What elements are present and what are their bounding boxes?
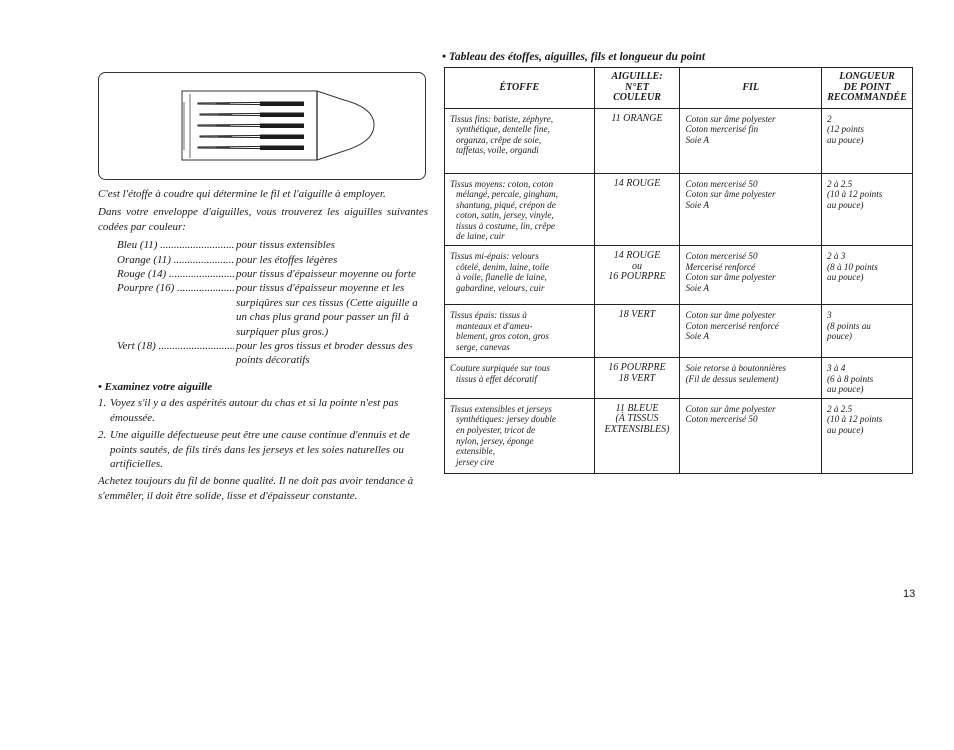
table-row	[445, 358, 913, 399]
needle-cell	[594, 398, 680, 473]
needle-cell	[594, 108, 680, 173]
stitch-length-cell-line: pouce)	[827, 331, 852, 342]
needle-color-desc: pour tissus extensibles	[236, 239, 335, 252]
fabric-cell-line: serge, canevas	[456, 341, 510, 352]
needle-color-name: Pourpre (16) .....	[117, 281, 234, 295]
list-text: Voyez s'il y a des aspérités autour du chas et si la pointe n'est pas émoussée.	[110, 397, 399, 424]
table-row	[445, 108, 913, 173]
stitch-length-cell-line: 2 à 3	[827, 251, 846, 262]
fabric-cell-line: organza, crêpe de soie,	[456, 134, 542, 145]
fabric-cell-line: Tissus moyens: coton, coton	[450, 178, 554, 189]
intro-needles-text: Dans votre enveloppe d'aiguilles, vous trouverez les aiguilles suivantes codées par couleur:	[98, 206, 428, 233]
needle-cell-line: (À TISSUS	[615, 413, 659, 425]
list-number: 2.	[98, 429, 107, 442]
fabric-cell-line: nylon, jersey, éponge	[456, 435, 534, 446]
needle-color-item	[117, 339, 428, 368]
stitch-length-cell-line: (10 à 12 points	[827, 189, 883, 200]
stitch-length-cell-line: (10 à 12 points	[827, 414, 883, 425]
header-etoffe: ÉTOFFE	[445, 68, 595, 109]
stitch-length-cell-line: (8 à 10 points	[827, 261, 878, 272]
needle-cell-line: 16 POURPRE	[608, 271, 666, 283]
thread-cell-line: (Fil de dessus seulement)	[685, 373, 779, 384]
fabric-cell-line: Tissus mi-épais: velours	[450, 251, 539, 262]
fabric-cell	[445, 173, 595, 246]
fabric-cell-line: coton, satin, jersey, vinyle,	[456, 210, 554, 221]
fabric-cell	[445, 305, 595, 358]
thread-cell-line: Coton mercerisé 50	[685, 251, 758, 262]
thread-cell-line: Coton mercerisé 50	[685, 414, 758, 425]
fabric-needle-table	[444, 67, 913, 474]
thread-cell-line: Coton sur âme polyester	[685, 113, 776, 124]
thread-cell-line: Soie retorse à boutonnières	[685, 363, 787, 374]
needle-cell-line: EXTENSIBLES)	[604, 424, 670, 436]
needle-color-item	[117, 238, 428, 252]
stitch-length-cell-line: 2	[827, 113, 832, 124]
thread-cell-line: Soie A	[685, 199, 710, 210]
needle-color-item	[117, 281, 428, 339]
needle-color-desc: pour tissus d'épaisseur moyenne et les surpiqûres sur ces tissus (Cette aiguille a un chas plus grand pour passer un fil à surpiquer plus gros.)	[236, 282, 418, 338]
fabric-cell-line: blement, gros coton, gros	[456, 331, 549, 342]
fabric-cell-line: en polyester, tricot de	[456, 425, 536, 436]
needle-cell-line: 11 BLEUE	[615, 402, 659, 414]
needle-cell	[594, 246, 680, 305]
thread-cell-line: Coton mercerisé renforcé	[685, 320, 779, 331]
stitch-length-cell-line: 3	[827, 310, 832, 321]
thread-cell	[680, 358, 822, 399]
header-fil: FIL	[680, 68, 822, 109]
fabric-cell-line: gabardine, velours, cuir	[456, 282, 545, 293]
fabric-cell-line: extensible,	[456, 446, 496, 457]
stitch-length-cell-line: (6 à 8 points	[827, 373, 874, 384]
thread-cell-line: Coton sur âme polyester	[685, 310, 776, 321]
needle-cell-line: 16 POURPRE	[608, 362, 666, 374]
thread-cell-line: Coton sur âme polyester	[685, 403, 776, 414]
fabric-cell-line: shantung, piqué, crépon de	[456, 199, 556, 210]
table-body	[445, 108, 913, 473]
needle-cell-line: 18 VERT	[618, 372, 656, 384]
stitch-length-cell-line: au pouce)	[827, 272, 864, 283]
thread-cell-line: Coton sur âme polyester	[685, 189, 776, 200]
fabric-cell	[445, 246, 595, 305]
thread-cell	[680, 246, 822, 305]
thread-cell-line: Coton mercerisé fin	[685, 124, 759, 135]
needle-envelope-illustration	[98, 72, 426, 180]
thread-cell-line: Mercerisé renforcé	[685, 261, 756, 272]
fabric-cell-line: taffetas, voile, organdi	[456, 145, 539, 156]
fabric-cell-line: synthétique, dentelle fine,	[456, 124, 550, 135]
thread-cell-line: Soie A	[685, 134, 710, 145]
list-item	[98, 396, 428, 425]
fabric-cell-line: Couture surpiquée sur tous	[450, 363, 550, 374]
thread-cell	[680, 173, 822, 246]
needle-cell-line: 14 ROUGE	[613, 177, 661, 189]
needle-cell	[594, 358, 680, 399]
fabric-cell-line: jersey cire	[456, 456, 495, 467]
table-header-row	[445, 68, 913, 109]
intro-text: C'est l'étoffe à coudre qui détermine le fil et l'aiguille à employer.	[98, 188, 386, 200]
stitch-length-cell-line: au pouce)	[827, 384, 864, 395]
fabric-cell-line: tissus à costume, lin, crêpe	[456, 220, 556, 231]
thread-cell-line: Coton mercerisé 50	[685, 178, 758, 189]
needle-color-name: Rouge (14) .....	[117, 267, 234, 281]
stitch-length-cell-line: au pouce)	[827, 199, 864, 210]
needle-color-name: Vert (18) .....	[117, 339, 234, 353]
needle-color-name: Orange (11) .....	[117, 253, 234, 267]
fabric-cell-line: Tissus fins: batiste, zéphyre,	[450, 113, 554, 124]
stitch-length-cell-line: 2 à 2.5	[827, 178, 853, 189]
fabric-cell-line: mélangé, percale, gingham,	[456, 189, 558, 200]
needle-color-item	[117, 253, 428, 267]
stitch-length-cell	[822, 305, 913, 358]
stitch-length-cell-line: 3 à 4	[827, 363, 846, 374]
fabric-cell-line: côtelé, denim, laine, toile	[456, 261, 549, 272]
needle-check-list	[98, 396, 428, 471]
needle-color-desc: pour les gros tissus et broder dessus des points décoratifs	[236, 340, 413, 367]
thread-cell	[680, 305, 822, 358]
stitch-length-cell-line: au pouce)	[827, 425, 864, 436]
needle-envelope-icon	[98, 72, 426, 180]
list-text: Une aiguille défectueuse peut être une cause continue d'ennuis et de points sautés, de fils tirés dans les jerseys et les soies naturelles ou artificielles.	[110, 429, 411, 470]
table-row	[445, 305, 913, 358]
page-number: 13	[903, 588, 916, 600]
stitch-length-cell	[822, 398, 913, 473]
fabric-cell-line: à voile, flanelle de laine,	[456, 272, 547, 283]
table-row	[445, 173, 913, 246]
fabric-cell	[445, 398, 595, 473]
fabric-cell-line: Tissus épais: tissus à	[450, 310, 527, 321]
fabric-cell-line: Tissus extensibles et jerseys	[450, 403, 552, 414]
needle-cell	[594, 305, 680, 358]
stitch-length-cell-line: (8 points au	[827, 320, 871, 331]
stitch-length-cell	[822, 358, 913, 399]
needle-cell-line: 14 ROUGE	[613, 250, 661, 262]
table-row	[445, 246, 913, 305]
fabric-cell-line: synthétiques: jersey double	[456, 414, 557, 425]
thread-cell	[680, 398, 822, 473]
needle-color-desc: pour les étoffes légères	[236, 253, 338, 266]
thread-cell	[680, 108, 822, 173]
table-row	[445, 398, 913, 473]
table-title: • Tableau des étoffes, aiguilles, fils et longueur du point	[442, 51, 706, 63]
list-item	[98, 428, 428, 471]
examine-needle-heading: • Examinez votre aiguille	[98, 380, 213, 393]
stitch-length-cell-line: (12 points	[827, 124, 865, 135]
header-aiguille: AIGUILLE: N°ET COULEUR	[594, 68, 680, 109]
stitch-length-cell-line: 2 à 2.5	[827, 403, 853, 414]
fabric-cell	[445, 108, 595, 173]
needle-cell-line: ou	[632, 260, 642, 272]
thread-cell-line: Soie A	[685, 282, 710, 293]
needle-color-desc: pour tissus d'épaisseur moyenne ou forte	[236, 268, 416, 281]
needle-color-list	[117, 238, 428, 368]
fabric-cell-line: de laine, cuir	[456, 231, 505, 242]
list-number: 1.	[98, 397, 107, 410]
fabric-cell-line: tissus à effet décoratif	[456, 373, 537, 384]
needle-color-item	[117, 267, 428, 281]
needle-color-name: Bleu (11) .....	[117, 238, 234, 252]
fabric-cell-line: manteaux et d'ameu-	[456, 320, 533, 331]
fabric-cell	[445, 358, 595, 399]
needle-cell-line: 18 VERT	[618, 309, 656, 321]
thread-cell-line: Coton sur âme polyester	[685, 272, 776, 283]
stitch-length-cell	[822, 246, 913, 305]
needle-cell	[594, 173, 680, 246]
needle-cell-line: 11 ORANGE	[611, 112, 663, 124]
stitch-length-cell	[822, 173, 913, 246]
stitch-length-cell	[822, 108, 913, 173]
thread-cell-line: Soie A	[685, 331, 710, 342]
left-column	[98, 187, 428, 503]
thread-quality-note: Achetez toujours du fil de bonne qualité. Il ne doit pas avoir tendance à s'emmêler, il doit être solide, lisse et d'épaisseur constante.	[98, 475, 414, 502]
stitch-length-cell-line: au pouce)	[827, 134, 864, 145]
header-longueur: LONGUEUR DE POINT RECOMMANDÉE	[822, 68, 913, 109]
